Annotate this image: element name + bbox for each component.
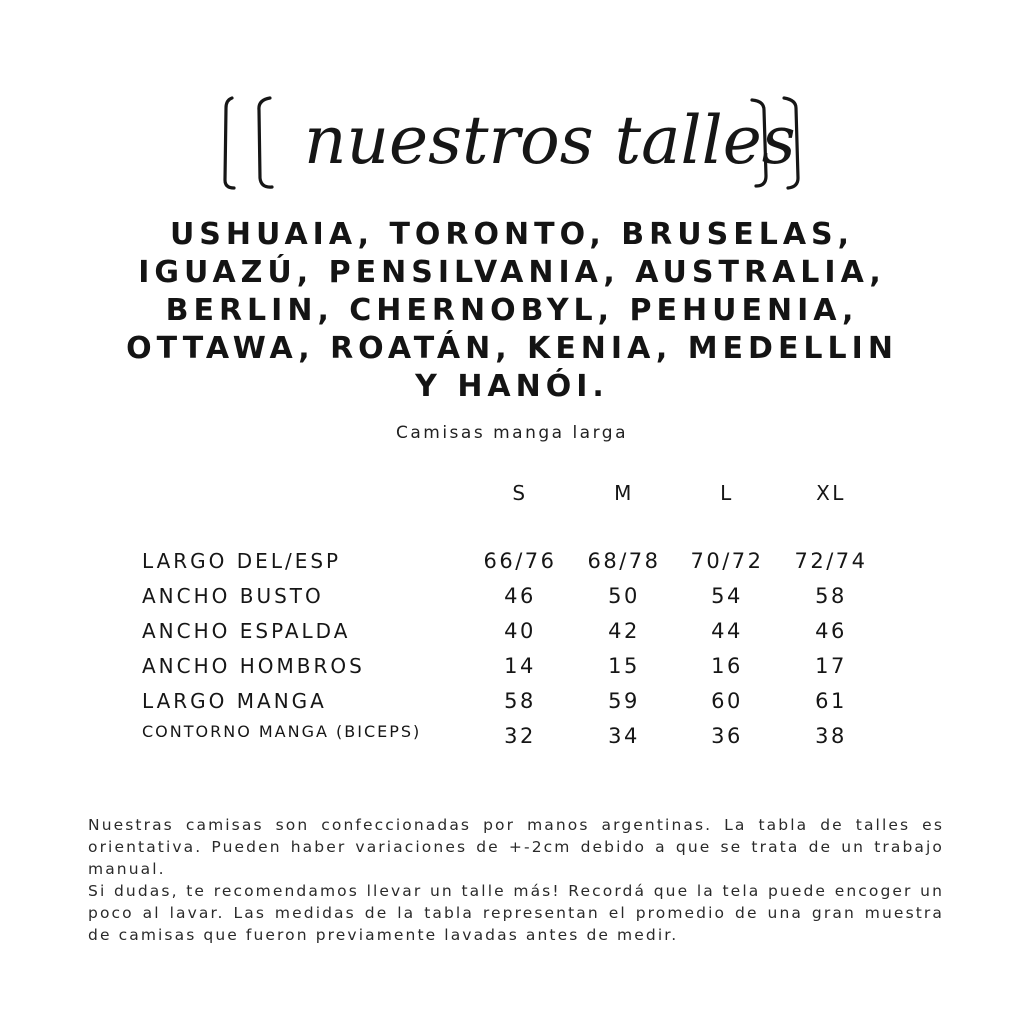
measure-value: 58: [504, 689, 536, 713]
measure-value: 54: [711, 584, 743, 608]
measure-value: 50: [608, 584, 640, 608]
size-header-l: L: [720, 481, 734, 505]
measure-value: 60: [711, 689, 743, 713]
page-title: nuestros talles: [304, 102, 796, 179]
measure-value: 14: [504, 654, 536, 678]
product-names-line: USHUAIA, TORONTO, BRUSELAS,: [169, 217, 855, 252]
product-names-block: [112, 216, 912, 406]
measure-label: ANCHO ESPALDA: [142, 619, 351, 643]
measure-value: 72/74: [794, 549, 868, 573]
product-subtitle: Camisas manga larga: [395, 423, 628, 443]
table-row: [140, 684, 900, 718]
measure-value: 44: [711, 619, 743, 643]
disclaimer-paragraph: Si dudas, te recomendamos llevar un talle más! Recordá que la tela puede encoger un poco al lavar. Las medidas de la tabla representan el promedio de una gran muestra de camisas que fueron previamente lavadas antes de medir.: [88, 882, 944, 944]
left-outer-bracket: [225, 98, 234, 188]
measure-value: 32: [504, 724, 536, 748]
measure-value: 59: [608, 689, 640, 713]
product-names-line: IGUAZÚ, PENSILVANIA, AUSTRALIA,: [138, 255, 886, 290]
measure-value: 38: [815, 724, 847, 748]
measure-value: 42: [608, 619, 640, 643]
measure-value: 36: [711, 724, 743, 748]
measure-label: ANCHO HOMBROS: [142, 654, 365, 678]
measure-value: 66/76: [483, 549, 557, 573]
disclaimer-paragraph: Nuestras camisas son confeccionadas por manos argentinas. La tabla de talles es orientativa. Pueden haber variaciones de +-2cm debido a que se trata de un trabajo manual.: [88, 816, 944, 878]
table-row: [140, 579, 900, 613]
measure-label: CONTORNO MANGA (BICEPS): [142, 722, 422, 741]
size-header-xl: XL: [816, 481, 846, 505]
measure-label: LARGO DEL/ESP: [142, 549, 342, 573]
table-row: [140, 719, 900, 753]
measure-value: 15: [608, 654, 640, 678]
measure-value: 16: [711, 654, 743, 678]
disclaimer-text: [88, 814, 944, 946]
measure-value: 34: [608, 724, 640, 748]
measure-value: 46: [504, 584, 536, 608]
title-block: [212, 88, 812, 198]
table-row: [140, 649, 900, 683]
measure-label: ANCHO BUSTO: [142, 584, 324, 608]
table-row: [140, 544, 900, 578]
product-names-line: Y HANÓI.: [415, 369, 609, 404]
measure-value: 68/78: [587, 549, 661, 573]
size-header-s: S: [512, 481, 528, 505]
product-names-line: BERLIN, CHERNOBYL, PEHUENIA,: [165, 293, 859, 328]
measure-value: 70/72: [690, 549, 764, 573]
measure-value: 17: [815, 654, 847, 678]
product-names-line: OTTAWA, ROATÁN, KENIA, MEDELLIN: [126, 331, 898, 366]
table-row: [140, 614, 900, 648]
measure-value: 58: [815, 584, 847, 608]
measure-value: 61: [815, 689, 847, 713]
measure-value: 46: [815, 619, 847, 643]
left-inner-bracket: [259, 98, 272, 187]
size-header-row: [140, 476, 900, 510]
measure-value: 40: [504, 619, 536, 643]
size-header-m: M: [614, 481, 634, 505]
measure-label: LARGO MANGA: [142, 689, 327, 713]
